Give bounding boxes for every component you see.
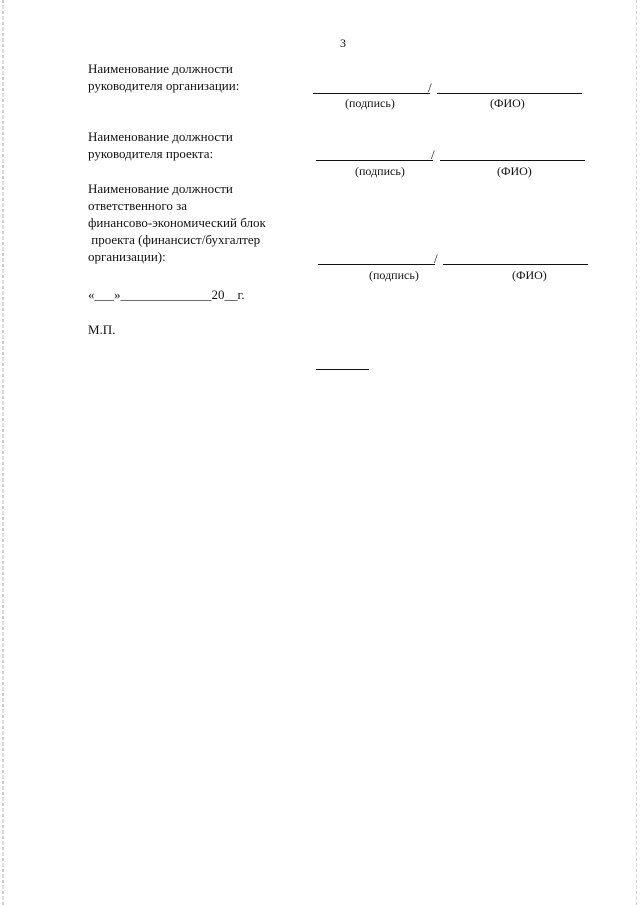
org-head-signature-caption: (подпись): [345, 96, 395, 110]
project-head-label-line-2: руководителя проекта:: [88, 146, 214, 161]
page-number: 3: [340, 36, 346, 50]
org-head-label-line-1: Наименование должности: [88, 61, 233, 76]
finance-label-line-2: ответственного за: [88, 198, 188, 213]
finance-separator: /: [434, 251, 438, 266]
finance-label-line-3: финансово-экономический блок: [88, 215, 266, 230]
org-head-signature-line[interactable]: [313, 93, 430, 94]
finance-name-caption: (ФИО): [512, 268, 547, 282]
end-of-document-rule: [316, 369, 369, 370]
project-head-signature-line[interactable]: [316, 160, 433, 161]
project-head-name-caption: (ФИО): [497, 164, 532, 178]
project-head-separator: /: [431, 147, 435, 162]
project-head-label-line-1: Наименование должности: [88, 129, 233, 144]
finance-name-line[interactable]: [443, 264, 588, 265]
date-field[interactable]: «___»______________20__г.: [88, 287, 245, 302]
stamp-placeholder: М.П.: [88, 322, 116, 337]
org-head-separator: /: [428, 80, 432, 95]
scan-edge-left: [2, 0, 4, 905]
project-head-label: [88, 128, 233, 162]
org-head-label-line-2: руководителя организации:: [88, 78, 240, 93]
finance-label-line-5: организации):: [88, 249, 166, 264]
org-head-name-caption: (ФИО): [490, 96, 525, 110]
project-head-signature-caption: (подпись): [355, 164, 405, 178]
finance-label-line-1: Наименование должности: [88, 181, 233, 196]
project-head-name-line[interactable]: [440, 160, 585, 161]
finance-signature-line[interactable]: [318, 264, 435, 265]
org-head-name-line[interactable]: [437, 93, 582, 94]
org-head-label: [88, 60, 239, 94]
finance-responsible-label: [88, 180, 266, 265]
scan-edge-right: [636, 0, 637, 905]
finance-label-line-4: проекта (финансист/бухгалтер: [88, 232, 261, 247]
finance-signature-caption: (подпись): [369, 268, 419, 282]
